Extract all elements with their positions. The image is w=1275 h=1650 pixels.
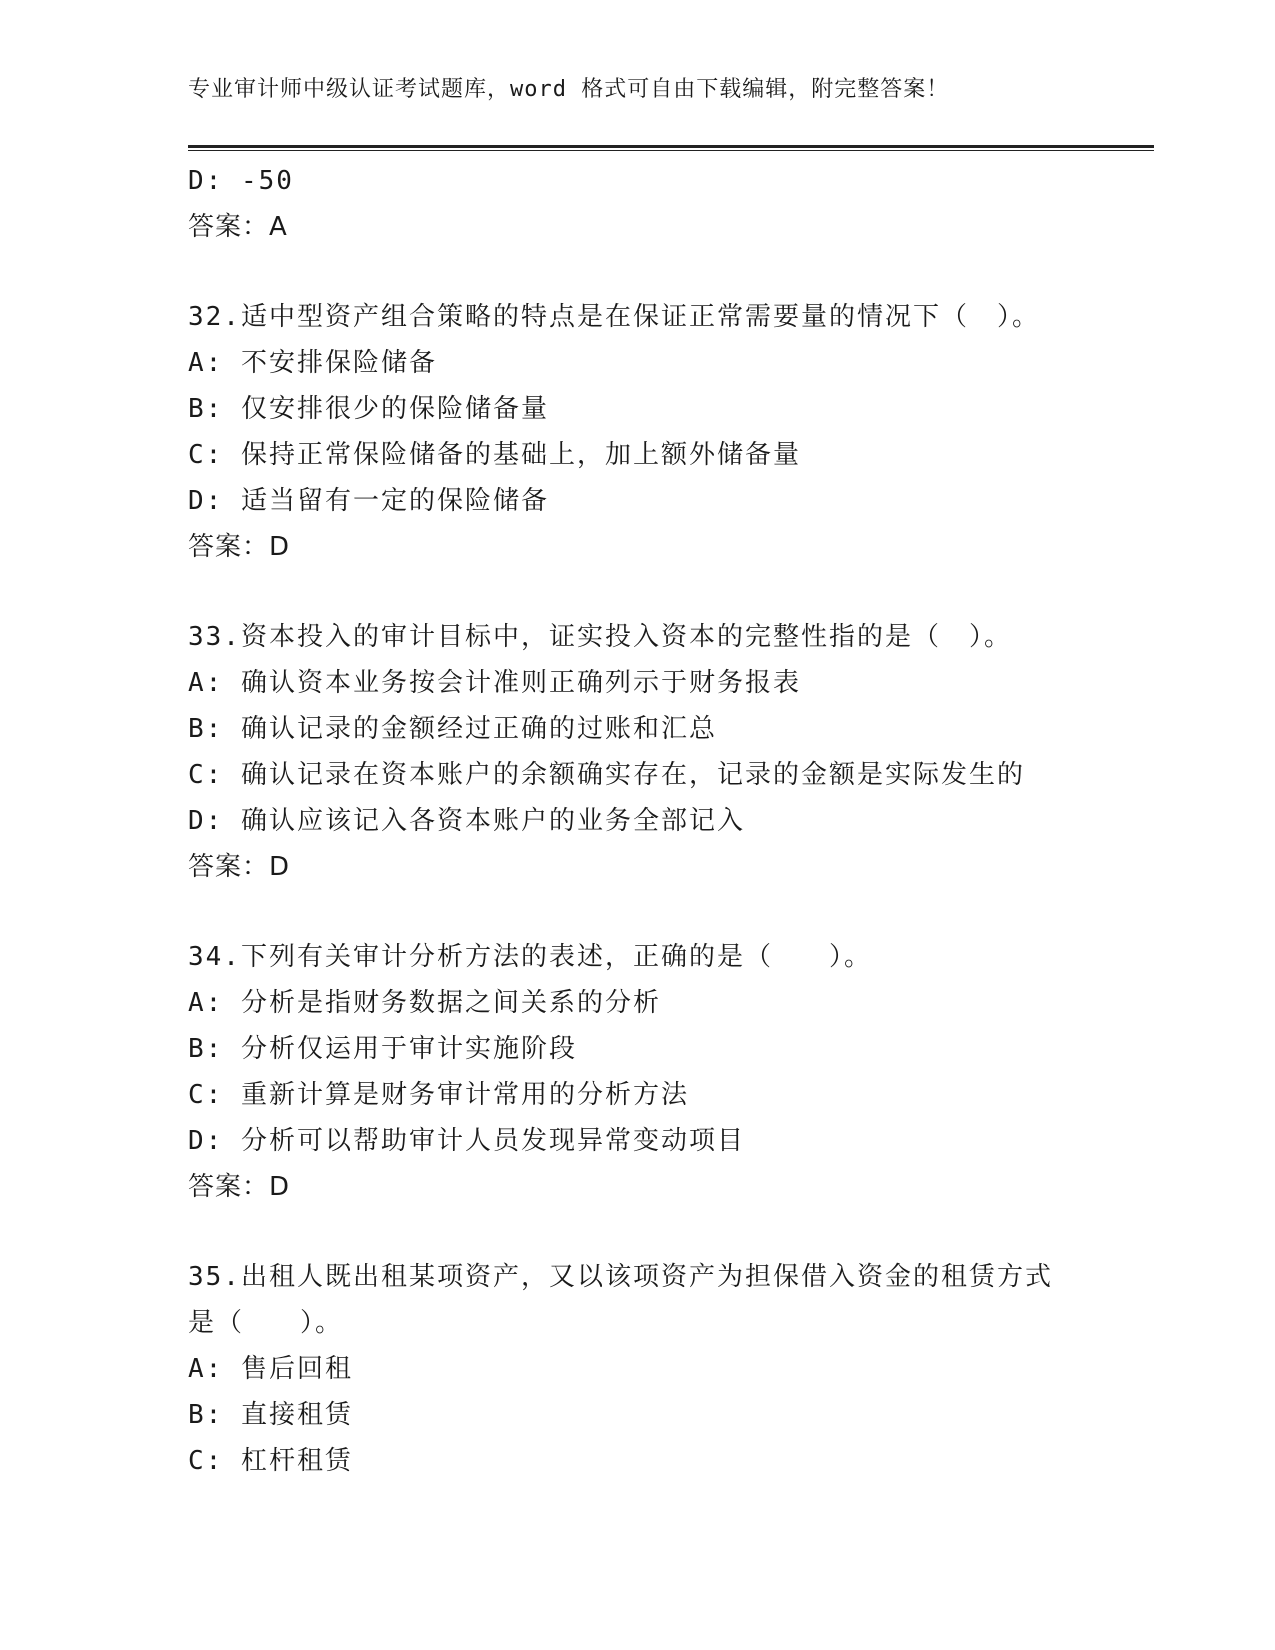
option-d: D: 分析可以帮助审计人员发现异常变动项目	[188, 1126, 745, 1156]
question-stem: 35.出租人既出租某项资产，又以该项资产为担保借入资金的租赁方式	[188, 1262, 1053, 1292]
option-a: A: 确认资本业务按会计准则正确列示于财务报表	[188, 668, 801, 698]
option-c: C: 杠杆租赁	[188, 1446, 353, 1476]
option-a: A: 分析是指财务数据之间关系的分析	[188, 988, 661, 1018]
document-body	[188, 158, 1088, 1484]
option-c: C: 重新计算是财务审计常用的分析方法	[188, 1080, 689, 1110]
answer-line: 答案：D	[188, 852, 291, 882]
option-b: B: 直接租赁	[188, 1400, 353, 1430]
option-d: D: 适当留有一定的保险储备	[188, 486, 549, 516]
question-stem-continued: 是（ ）。	[188, 1308, 344, 1338]
question-35	[188, 1254, 1088, 1484]
answer-line: 答案：D	[188, 532, 291, 562]
page-header: 专业审计师中级认证考试题库，word 格式可自由下载编辑，附完整答案！	[188, 77, 950, 102]
answer-line: 答案：D	[188, 1172, 291, 1202]
answer-line: 答案：A	[188, 212, 288, 242]
header-divider	[188, 145, 1154, 151]
option-b: B: 分析仅运用于审计实施阶段	[188, 1034, 577, 1064]
option-c: C: 确认记录在资本账户的余额确实存在，记录的金额是实际发生的	[188, 760, 1025, 790]
question-stem: 33.资本投入的审计目标中，证实投入资本的完整性指的是（ ）。	[188, 622, 1012, 652]
question-stem: 34.下列有关审计分析方法的表述，正确的是（ ）。	[188, 942, 872, 972]
question-32	[188, 294, 1088, 570]
option-d: D: -50	[188, 166, 294, 196]
option-b: B: 确认记录的金额经过正确的过账和汇总	[188, 714, 717, 744]
question-stem: 32.适中型资产组合策略的特点是在保证正常需要量的情况下（ ）。	[188, 302, 1040, 332]
option-b: B: 仅安排很少的保险储备量	[188, 394, 549, 424]
option-d: D: 确认应该记入各资本账户的业务全部记入	[188, 806, 745, 836]
option-a: A: 售后回租	[188, 1354, 353, 1384]
option-c: C: 保持正常保险储备的基础上，加上额外储备量	[188, 440, 801, 470]
question-34	[188, 934, 1088, 1210]
question-33	[188, 614, 1088, 890]
option-a: A: 不安排保险储备	[188, 348, 437, 378]
